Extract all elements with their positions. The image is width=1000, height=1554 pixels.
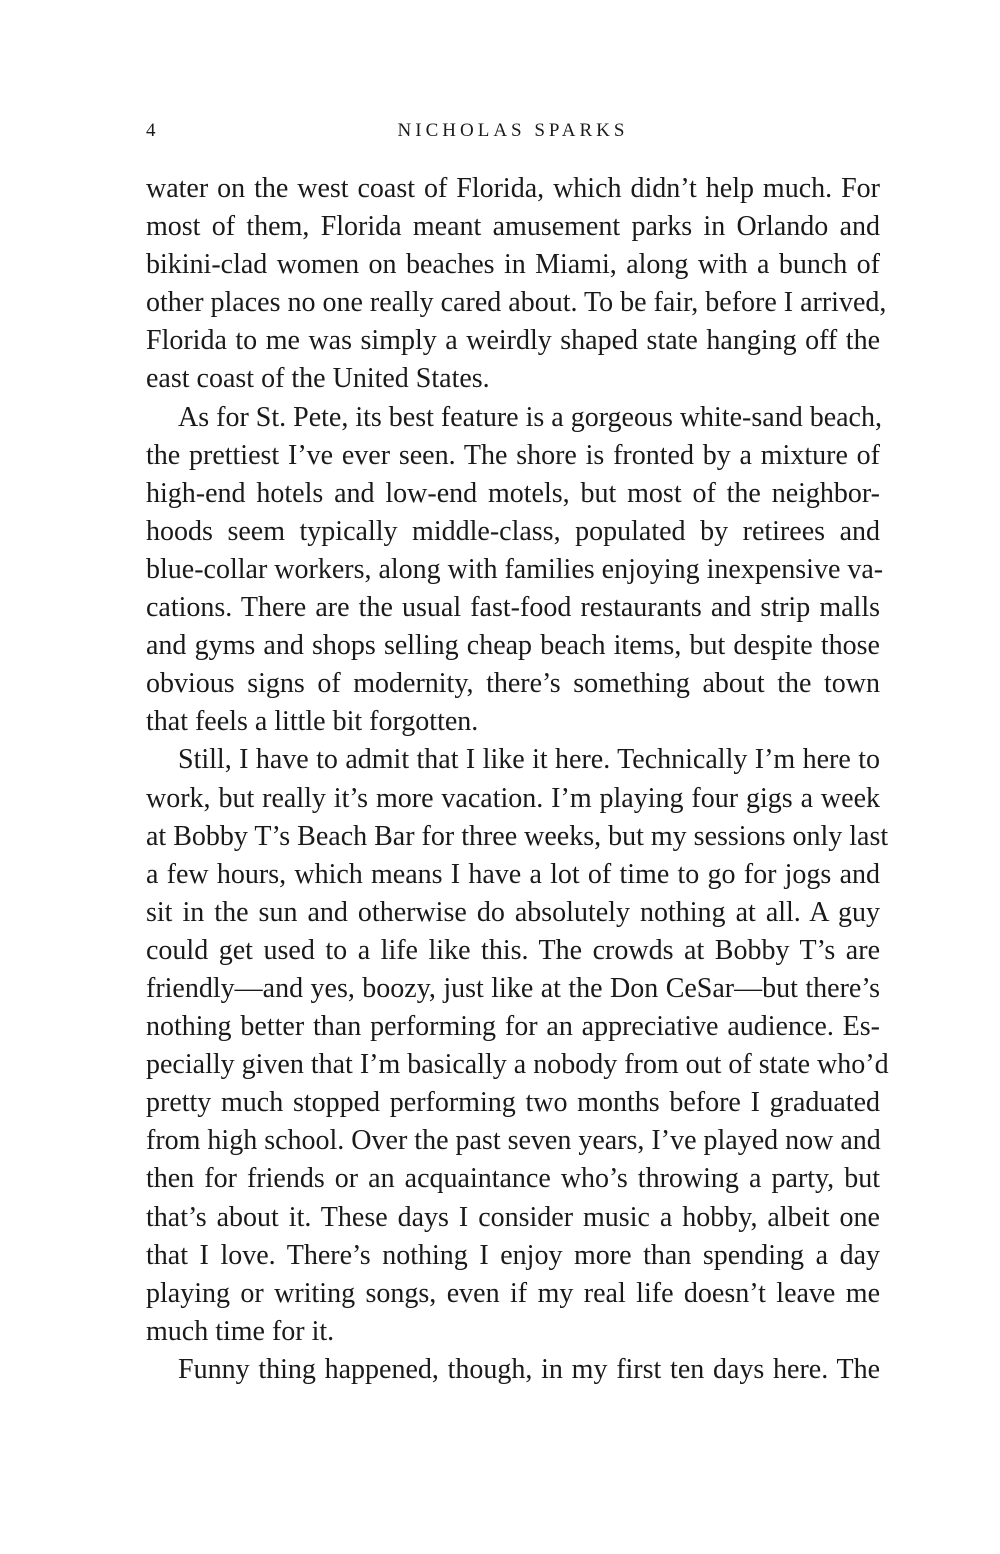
text-line: most of them, Florida meant amusement parks in Orlando and [146,211,880,243]
running-head [146,120,880,150]
text-line: As for St. Pete, its best feature is a gorgeous white-sand beach, [178,401,882,433]
text-line: pretty much stopped performing two months before I graduated [146,1087,880,1119]
text-line: that feels a little bit forgotten. [146,706,479,738]
paragraph [146,170,887,399]
text-line: east coast of the United States. [146,363,490,395]
text-line: other places no one really cared about. To be fair, before I arrived, [146,287,887,319]
text-line: that I love. There’s nothing I enjoy more than spending a day [146,1239,880,1271]
text-line: hoods seem typically middle-class, populated by retirees and [146,515,880,547]
paragraph [146,1351,880,1389]
text-line: nothing better than performing for an appreciative audience. Es- [146,1011,880,1043]
running-head-author: NICHOLAS SPARKS [397,120,629,141]
body-text [146,170,889,1389]
text-line: blue-collar workers, along with families enjoying inexpensive va- [146,553,884,585]
paragraph [146,399,884,742]
text-line: much time for it. [146,1315,335,1347]
paragraph [146,741,889,1351]
text-line: cations. There are the usual fast-food restaurants and strip malls [146,592,880,624]
text-line: Funny thing happened, though, in my first ten days here. The [178,1353,880,1385]
text-line: high-end hotels and low-end motels, but most of the neighbor- [146,477,880,509]
text-line: that’s about it. These days I consider music a hobby, albeit one [146,1201,880,1233]
page-number: 4 [146,120,156,141]
text-line: work, but really it’s more vacation. I’m playing four gigs a week [146,782,880,814]
text-line: Florida to me was simply a weirdly shaped state hanging off the [146,325,880,357]
text-line: water on the west coast of Florida, which didn’t help much. For [146,173,880,204]
text-line: the prettiest I’ve ever seen. The shore is fronted by a mixture of [146,439,880,471]
text-line: friendly—and yes, boozy, just like at the Don CeSar—but there’s [146,972,880,1004]
text-line: at Bobby T’s Beach Bar for three weeks, but my sessions only last [146,820,889,852]
text-line: could get used to a life like this. The crowds at Bobby T’s are [146,934,880,966]
text-line: obvious signs of modernity, there’s something about the town [146,668,880,700]
text-line: bikini-clad women on beaches in Miami, along with a bunch of [146,249,880,281]
text-line: and gyms and shops selling cheap beach items, but despite those [146,630,880,662]
text-line: pecially given that I’m basically a nobody from out of state who’d [146,1049,889,1081]
text-line: playing or writing songs, even if my real life doesn’t leave me [146,1277,880,1309]
text-line: sit in the sun and otherwise do absolutely nothing at all. A guy [146,896,880,928]
text-line: from high school. Over the past seven years, I’ve played now and [146,1125,881,1157]
text-line: then for friends or an acquaintance who’s throwing a party, but [146,1163,880,1195]
text-line: a few hours, which means I have a lot of time to go for jogs and [146,858,880,890]
text-line: Still, I have to admit that I like it here. Technically I’m here to [178,744,880,776]
